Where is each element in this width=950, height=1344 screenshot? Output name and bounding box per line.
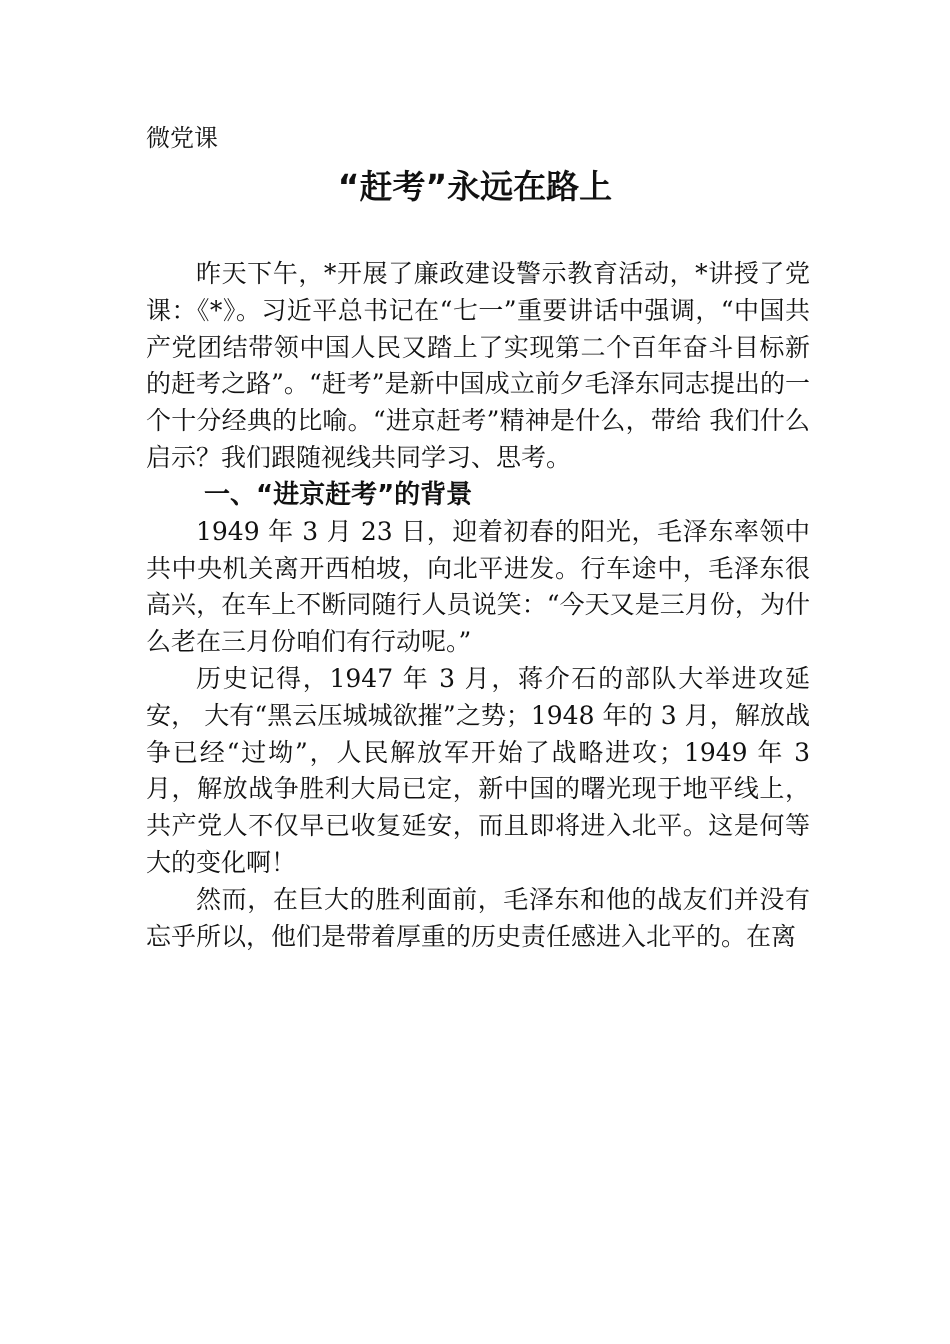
document-body xyxy=(146,256,810,955)
body-paragraph: 1949 年 3 月 23 日，迎着初春的阳光，毛泽东率领中共中央机关离开西柏坡，向北平进发。行车途中，毛泽东很高兴，在车上不断同随行人员说笑：“今天又是三月份，为什么老在三月份咱们有行动呢。” xyxy=(146,516,810,657)
document-label: 微党课 xyxy=(146,124,218,152)
intro-paragraph: 昨天下午，*开展了廉政建设警示教育活动，*讲授了党课：《*》。习近平总书记在“七一”重要讲话中强调，“中国共产党团结带领中国人民又踏上了实现第二个百年奋斗目标新的赶考之路”。“赶考”是新中国成立前夕毛泽东同志提出的一个十分经典的比喻。“进京赶考”精神是什么，带给 我们什么启示？我们跟随视线共同学习、思考。 xyxy=(146,259,810,472)
document-title: “赶考”永远在路上 xyxy=(337,167,613,206)
body-paragraph: 历史记得，1947 年 3 月，蒋介石的部队大举进攻延安， 大有“黑云压城城欲摧”之势；1948 年的 3 月，解放战争已经“过坳”，人民解放军开始了战略进攻；1949 年 3 月，解放战争胜利大局已定，新中国的曙光现于地平线上，共产党人不仅早已收复延安，而且即将进入北平。这是何等大的变化啊！ xyxy=(146,663,810,877)
section-heading: 一、“进京赶考”的背景 xyxy=(204,479,473,510)
body-paragraph: 然而，在巨大的胜利面前，毛泽东和他的战友们并没有忘乎所以，他们是带着厚重的历史责任感进入北平的。在离 xyxy=(146,884,810,951)
